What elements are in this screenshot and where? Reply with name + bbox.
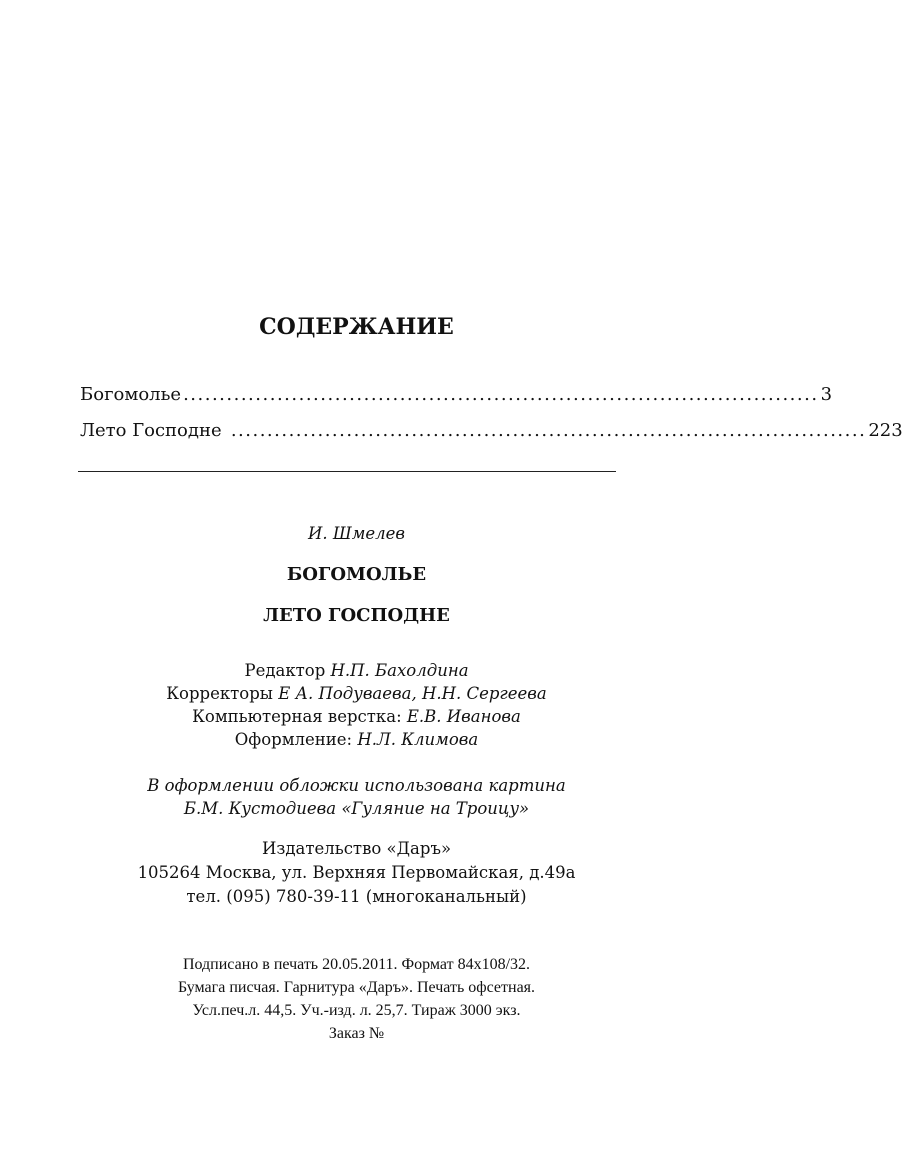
credit-name: Е.В. Иванова	[406, 707, 521, 726]
cover-note: Б.М. Кустодиева «Гуляние на Троицу»	[183, 799, 530, 818]
print-info-line: Усл.печ.л. 44,5. Уч.-изд. л. 25,7. Тираж 3000 экз.	[192, 1002, 521, 1019]
print-info-line: Подписано в печать 20.05.2011. Формат 84x108/32.	[182, 956, 531, 973]
print-info-line: Бумага писчая. Гарнитура «Даръ». Печать офсетная.	[177, 979, 536, 996]
toc-entry-title: Богомолье	[80, 384, 182, 405]
credit-name: Е А. Подуваева, Н.Н. Сергеева	[278, 684, 547, 703]
toc-entry-page: 3	[820, 384, 833, 405]
toc-leader: ........................................................................................	[183, 384, 819, 405]
credit-role: Корректоры	[166, 684, 279, 703]
credit-role: Редактор	[244, 661, 331, 680]
book-title: БОГОМОЛЬЕ	[286, 564, 427, 585]
credit-line	[0, 684, 713, 703]
divider	[78, 471, 616, 472]
contents-heading: СОДЕРЖАНИЕ	[259, 314, 454, 340]
cover-note: В оформлении обложки использована картина	[147, 776, 566, 795]
credit-role: Компьютерная верстка:	[192, 707, 407, 726]
toc-entry[interactable]	[80, 384, 833, 405]
toc-leader: ........................................................................................	[223, 420, 867, 441]
book-title: ЛЕТО ГОСПОДНЕ	[263, 605, 450, 626]
publisher-name: Издательство «Даръ»	[261, 839, 452, 858]
credit-line	[0, 730, 713, 749]
credit-line	[0, 661, 713, 680]
toc-entry-page: 223	[868, 420, 903, 441]
publisher-phone: тел. (095) 780-39-11 (многоканальный)	[186, 887, 527, 906]
credit-role: Оформление:	[234, 730, 358, 749]
author: И. Шмелев	[307, 524, 406, 543]
publisher-address: 105264 Москва, ул. Верхняя Первомайская, д.49а	[137, 863, 576, 882]
credit-line	[0, 707, 713, 726]
toc-entry[interactable]	[80, 420, 903, 441]
print-info-line: Заказ №	[328, 1025, 385, 1042]
credit-name: Н.Л. Климова	[357, 730, 479, 749]
toc-entry-title: Лето Господне	[80, 420, 222, 441]
credit-name: Н.П. Бахолдина	[330, 661, 469, 680]
